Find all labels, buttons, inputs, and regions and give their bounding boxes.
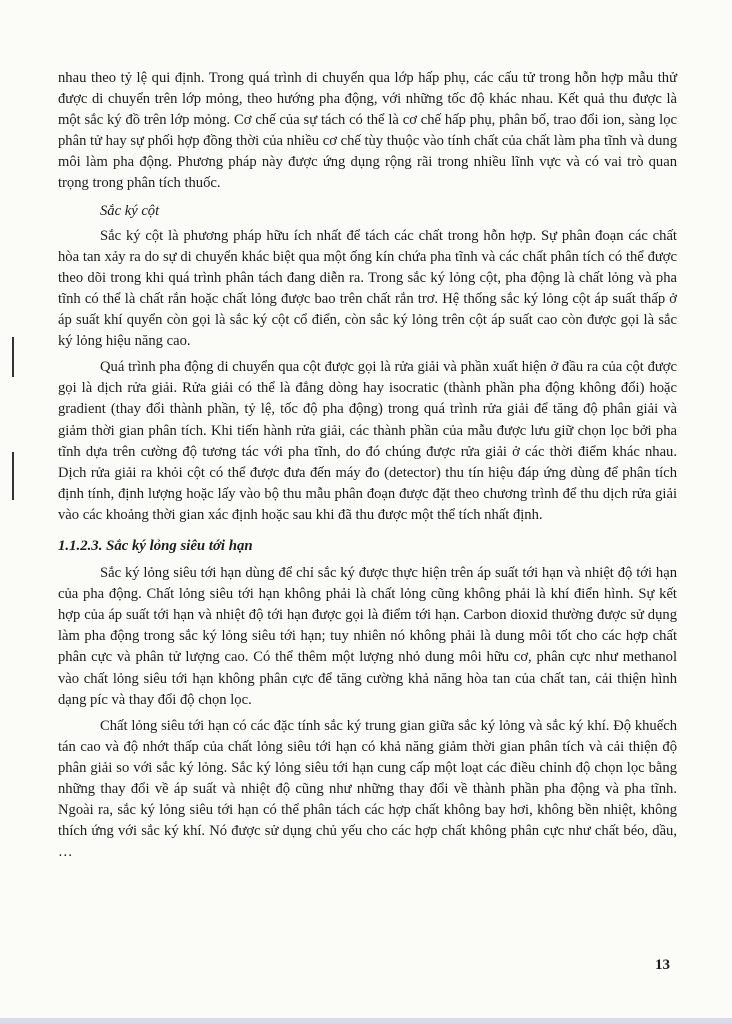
paragraph-column-1: Sắc ký cột là phương pháp hữu ích nhất để tách các chất trong hỗn hợp. Sự phân đoạn các chất hòa tan xảy ra do sự di chuyển khác biệt qua một ống kín chứa pha tĩnh và các chất phân tích có thể được theo dõi trong khi quá trình phân tách đang diễn ra. Trong sắc ký lỏng cột, pha động là chất lỏng và pha tĩnh có thể là chất rắn hoặc chất lỏng được bao trên chất rắn trơ. Hệ thống sắc ký lỏng cột áp suất thấp ở áp suất khí quyển còn gọi là sắc ký cột cổ điển, còn sắc ký lỏng trên cột áp suất cao còn được gọi là sắc ký lỏng hiệu năng cao. [58,227,677,350]
page-body [58,68,677,868]
paragraph-column-2: Quá trình pha động di chuyển qua cột được gọi là rửa giải và phần xuất hiện ở đầu ra của cột được gọi là dịch rửa giải. Rửa giải có thể là đẳng dòng hay isocratic (thành phần pha động không đổi) hoặc gradient (thay đổi thành phần, tỷ lệ, tốc độ pha động) trong quá trình rửa giải để tăng độ phân giải và giảm thời gian phân tích. Khi tiến hành rửa giải, các thành phần của mẫu được lưu giữ chọn lọc bởi pha tĩnh dựa trên cường độ tương tác với pha tĩnh, do đó chúng được rửa giải ở các thời điểm khác nhau. Dịch rửa giải ra khỏi cột có thể được đưa đến máy đo (detector) thu tín hiệu đáp ứng dùng để phân tích định tính, định lượng hoặc lấy vào bộ thu mẫu phân đoạn được đặt theo chương trình để thu dịch rửa giải vào các khoảng thời gian xác định hoặc sau khi đã thu được một thể tích nhất định. [58,359,677,523]
subheading-column-chromatography: Sắc ký cột [100,202,160,219]
scan-bottom-edge [0,1018,732,1024]
paragraph-supercritical-1: Sắc ký lỏng siêu tới hạn dùng để chỉ sắc ký được thực hiện trên áp suất tới hạn và nhiệt độ tới hạn của pha động. Chất lỏng siêu tới hạn không phải là chất lỏng cũng không phải là khí điển hình. Sự kết hợp của áp suất tới hạn và nhiệt độ tới hạn được gọi là điểm tới hạn. Carbon dioxid thường được sử dụng làm pha động trong sắc ký lỏng siêu tới hạn; tuy nhiên nó không phải là dung môi tốt cho các hợp chất phân cực và phân tử lượng cao. Có thể thêm một lượng nhỏ dung môi hữu cơ, phân cực như methanol vào chất lỏng siêu tới hạn không phân cực để tăng cường khả năng hòa tan của chất tan, cải thiện hình dạng píc và thay đổi độ chọn lọc. [58,565,677,708]
margin-change-bar [12,452,14,500]
paragraph-supercritical-2: Chất lỏng siêu tới hạn có các đặc tính sắc ký trung gian giữa sắc ký lỏng và sắc ký khí. Độ khuếch tán cao và độ nhớt thấp của chất lỏng siêu tới hạn có khả năng giảm thời gian phân tích và cải thiện độ phân giải so với sắc ký lỏng. Sắc ký lỏng siêu tới hạn cung cấp một loạt các điều chỉnh độ chọn lọc bằng những thay đổi về áp suất và nhiệt độ cũng như những thay đổi về thành phần pha động và pha tĩnh. Ngoài ra, sắc ký lỏng siêu tới hạn có thể phân tách các hợp chất không bay hơi, không bền nhiệt, không thích ứng với sắc ký khí. Nó được sử dụng chủ yếu cho các hợp chất không phân cực như chất béo, dầu, … [58,717,677,861]
section-heading-supercritical: 1.1.2.3. Sắc ký lỏng siêu tới hạn [58,537,253,554]
margin-change-bar [12,337,14,377]
paragraph-tlc-continued: nhau theo tỷ lệ qui định. Trong quá trình di chuyển qua lớp hấp phụ, các cấu tử trong hỗn hợp mẫu thử được di chuyển trên lớp mỏng, theo hướng pha động, với những tốc độ khác nhau. Kết quả thu được là một sắc ký đồ trên lớp mỏng. Cơ chế của sự tách có thể là cơ chế hấp phụ, phân bố, trao đổi ion, sàng lọc phân tử hay sự phối hợp đồng thời của nhiều cơ chế tùy thuộc vào tính chất của chất làm pha tĩnh và dung môi làm pha động. Phương pháp này được ứng dụng rộng rãi trong nhiều lĩnh vực và có vai trò quan trọng trong phân tích thuốc. [58,70,677,192]
page-number: 13 [655,957,670,973]
